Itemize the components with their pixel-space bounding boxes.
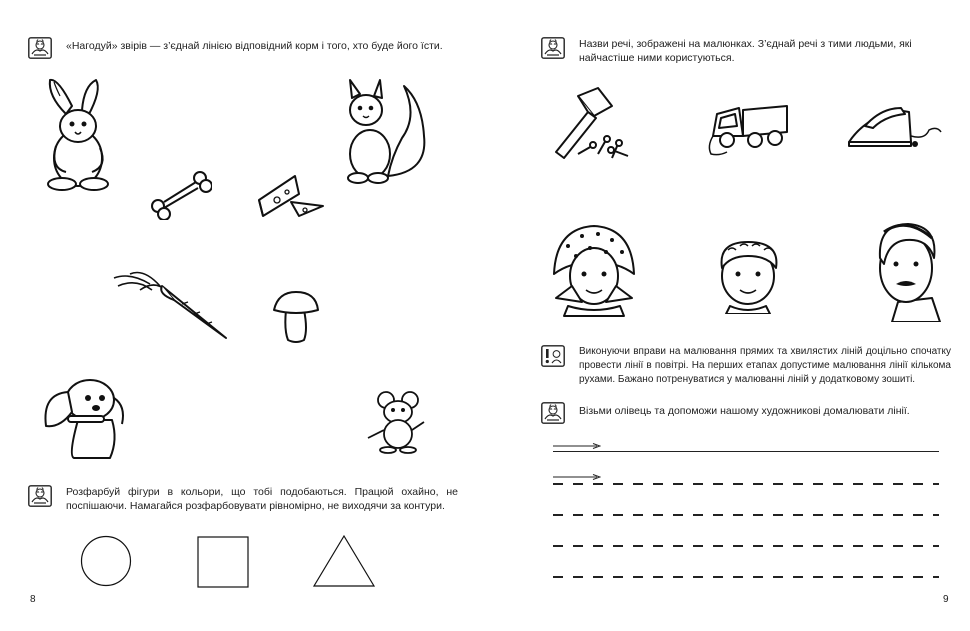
carrot-picture [110, 268, 230, 342]
methodical-note-text: Виконуючи вправи на малювання прямих та хвилястих ліній доцільно спочатку провести лінії в повітрі. На перших етапах допустиме малювання лінії кількома рухами. Бажано потренуватися у малюванні ліній у додатковому зошиті. [579, 346, 951, 385]
mushroom-icon [270, 290, 322, 344]
mushroom-picture [270, 290, 322, 344]
task-pictogram-icon [28, 37, 52, 59]
man-picture [862, 218, 944, 322]
task-pictogram-icon [28, 485, 52, 507]
iron-icon [845, 100, 945, 154]
bone-icon [150, 170, 212, 220]
boy-picture [708, 238, 790, 314]
practice-line-dashed-2[interactable] [553, 514, 939, 516]
squirrel-icon [340, 76, 430, 186]
task-feed-animals [28, 37, 458, 59]
task-name-objects [541, 37, 951, 65]
practice-line-dashed-1[interactable] [553, 483, 939, 485]
squirrel-picture [340, 76, 430, 186]
man-icon [862, 218, 944, 322]
task-pictogram-icon [541, 402, 565, 424]
square-shape[interactable] [197, 536, 249, 588]
practice-line-solid[interactable] [553, 451, 939, 454]
circle-shape[interactable] [80, 534, 132, 588]
puppy-picture [38, 376, 130, 462]
task-color-shapes [28, 485, 458, 513]
bone-picture [150, 170, 212, 220]
toy-truck-icon [703, 96, 791, 158]
practice-line-dashed-4[interactable] [553, 576, 939, 578]
page-number-right: 9 [943, 594, 949, 605]
girl-icon [548, 222, 640, 318]
rabbit-icon [42, 76, 114, 194]
triangle-shape[interactable] [312, 534, 376, 588]
cheese-icon [255, 170, 327, 220]
attention-pictogram-icon [541, 345, 565, 367]
task-feed-animals-text: «Нагодуй» звірів — з’єднай лінією відповідний корм і того, хто буде його їсти. [66, 40, 443, 52]
arrow-guide-1 [553, 443, 601, 449]
hammer-icon [548, 86, 634, 164]
mouse-icon [362, 390, 432, 454]
girl-picture [548, 222, 640, 318]
iron-picture [845, 100, 945, 154]
rabbit-picture [42, 76, 114, 194]
toy-truck-picture [703, 96, 791, 158]
cheese-picture [255, 170, 327, 220]
puppy-icon [38, 376, 130, 462]
hammer-picture [548, 86, 634, 164]
task-draw-lines-text: Візьми олівець та допоможи нашому художникові домалювати лінії. [579, 405, 910, 417]
carrot-icon [110, 268, 230, 342]
task-draw-lines [541, 402, 951, 424]
task-color-shapes-text: Розфарбуй фігури в кольори, що тобі подобаються. Працюй охайно, не поспішаючи. Намагайся розфарбовувати рівномірно, не виходячи за контури. [66, 486, 458, 512]
methodical-note [541, 345, 951, 387]
task-pictogram-icon [541, 37, 565, 59]
practice-line-dashed-3[interactable] [553, 545, 939, 547]
arrow-guide-2 [553, 474, 601, 480]
boy-icon [708, 238, 790, 314]
mouse-picture [362, 390, 432, 454]
page-number-left: 8 [30, 594, 36, 605]
task-name-objects-text: Назви речі, зображені на малюнках. З’єднай речі з тими людьми, які найчастіше ними користуються. [579, 38, 912, 64]
